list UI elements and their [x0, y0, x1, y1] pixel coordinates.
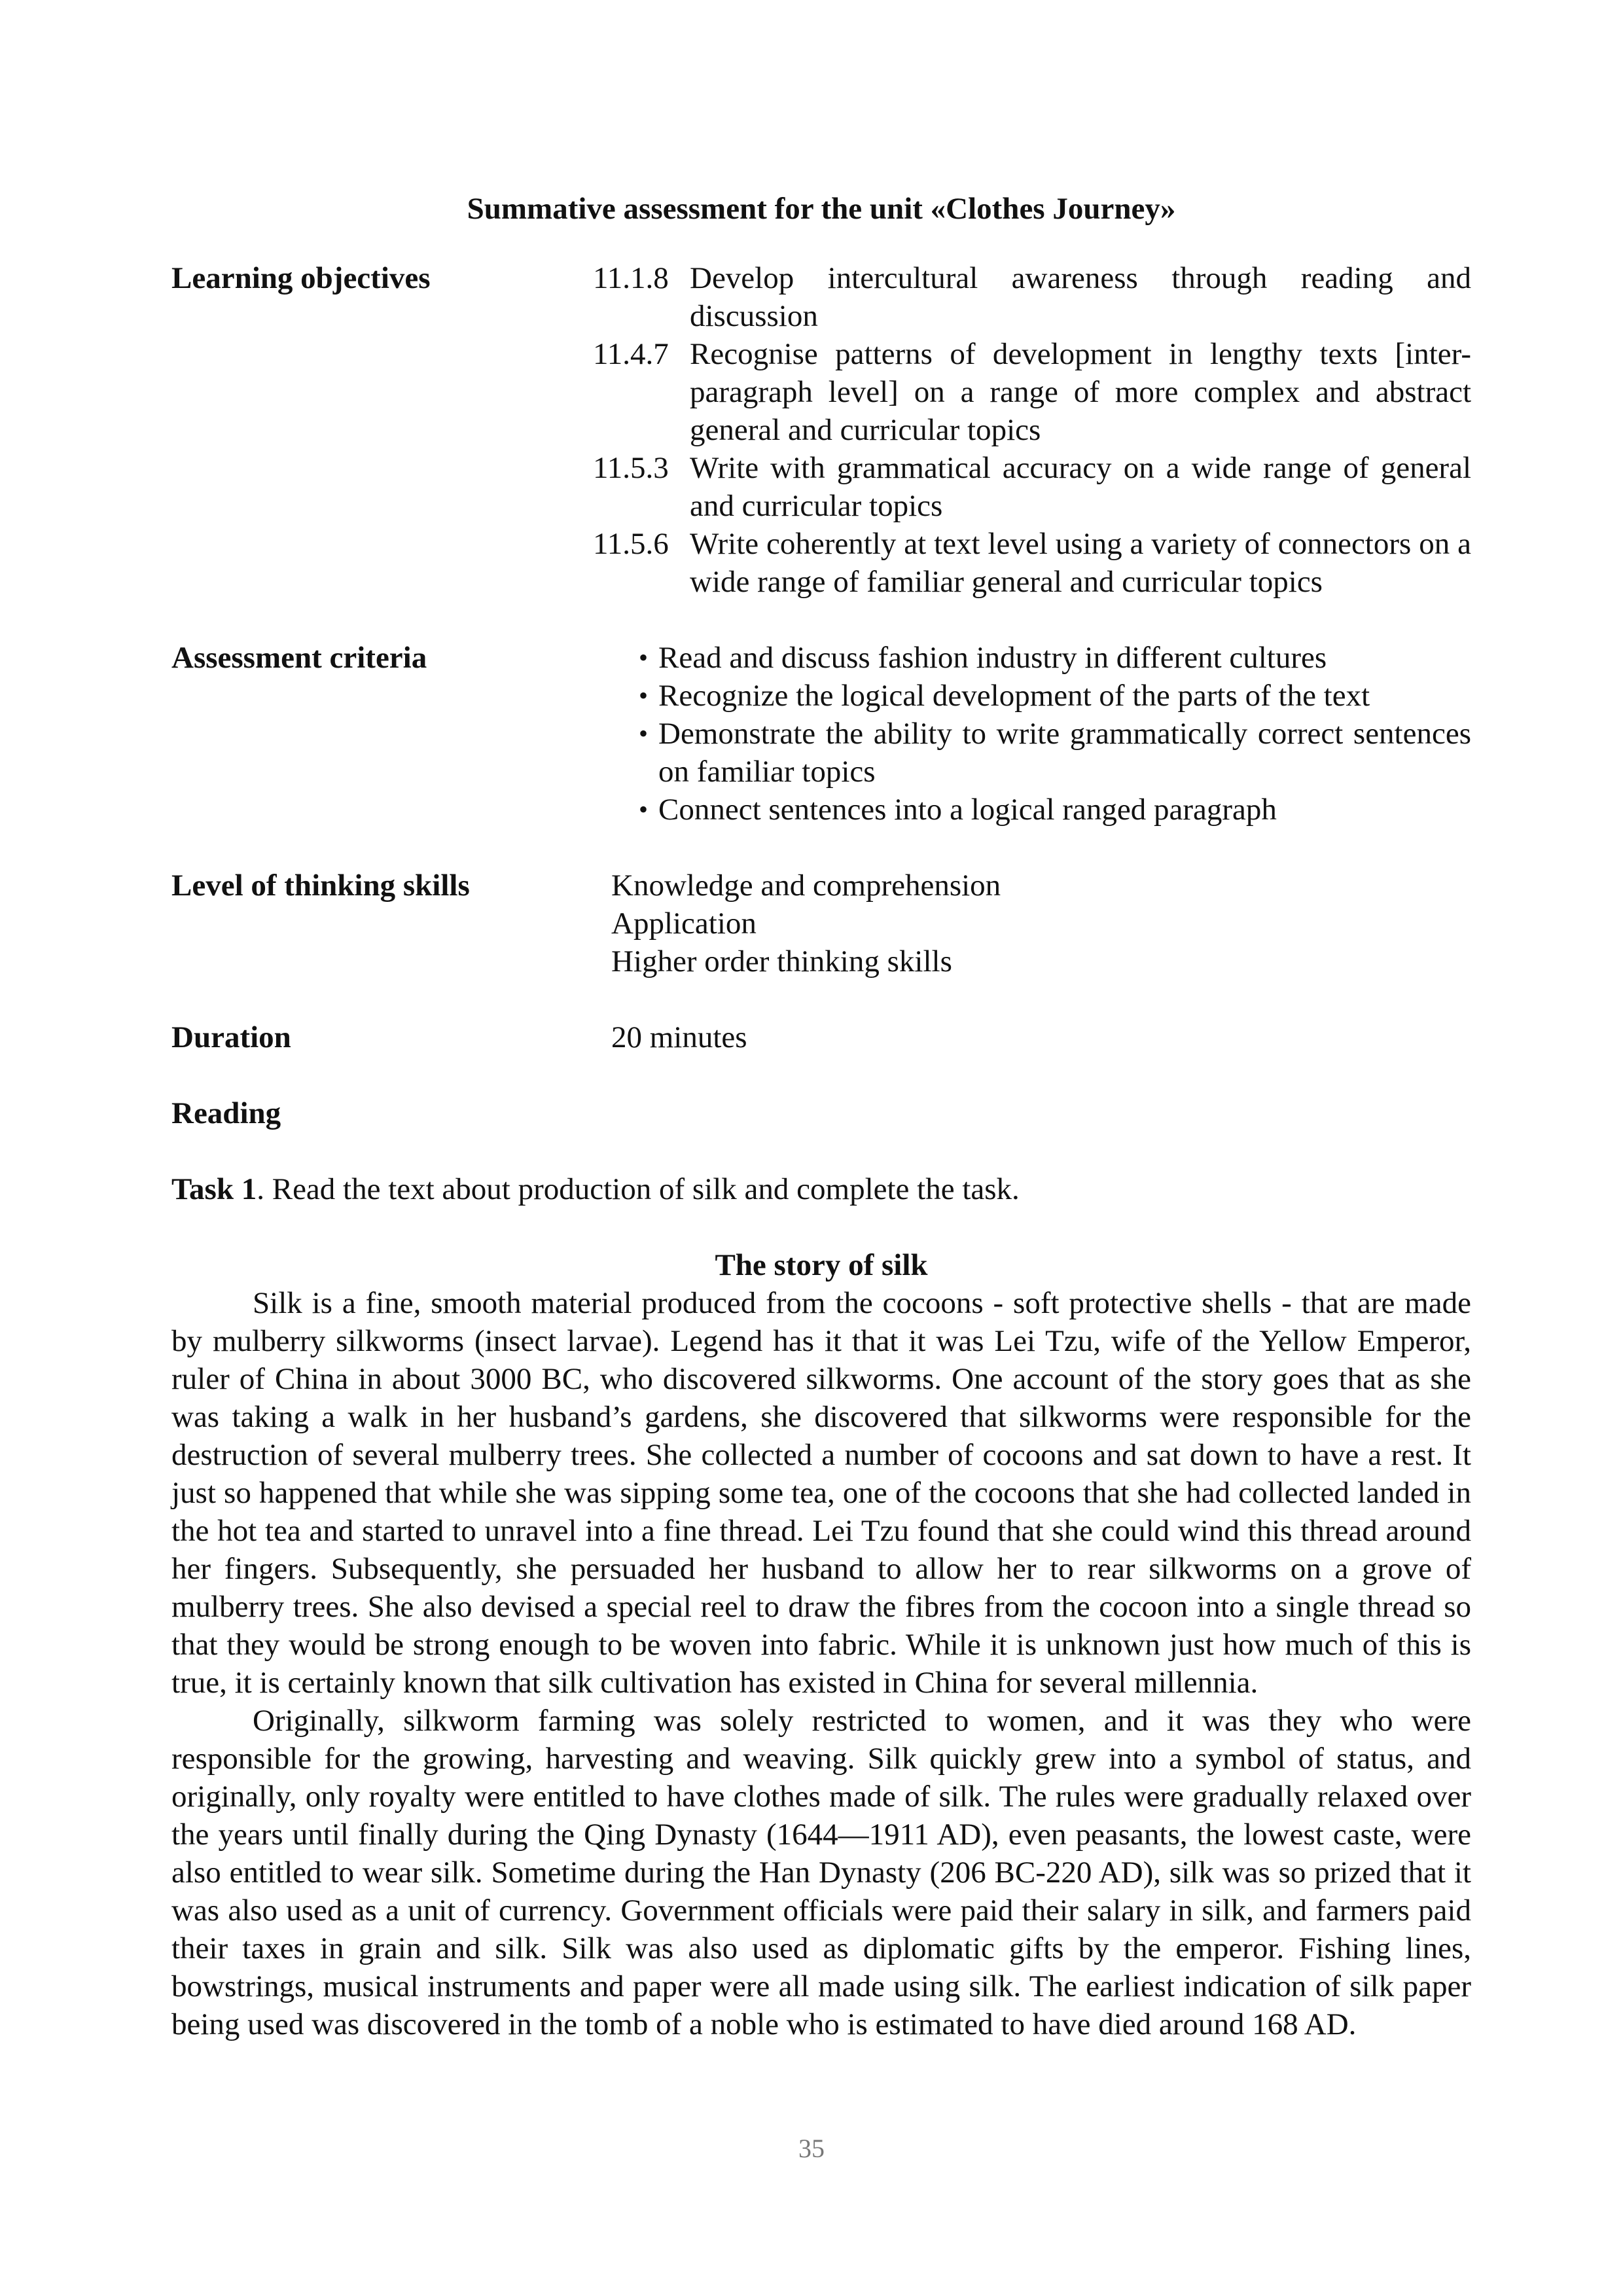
- criteria-item: [636, 791, 1471, 829]
- objective-item: [593, 525, 1471, 601]
- task-label: Task 1: [171, 1172, 257, 1206]
- objective-text: Write coherently at text level using a variety of connectors on a wide range of familiar general and curricular topics: [690, 527, 1471, 599]
- objective-code: 11.4.7: [593, 337, 669, 371]
- thinking-skill-item: Higher order thinking skills: [611, 944, 952, 978]
- thinking-skill-item: Knowledge and comprehension: [611, 869, 1001, 903]
- duration-value: 20 minutes: [611, 1020, 747, 1054]
- page-number: 35: [798, 2134, 825, 2163]
- thinking-skills-label: Level of thinking skills: [171, 869, 470, 903]
- criteria-text: Read and discuss fashion industry in different cultures: [658, 641, 1327, 675]
- objective-item: [593, 449, 1471, 525]
- assessment-criteria-label: Assessment criteria: [171, 641, 427, 675]
- learning-objectives-list: [593, 259, 1471, 601]
- document-page: [171, 190, 1471, 2043]
- objective-text: Recognise patterns of development in lengthy texts [inter-paragraph level] on a range of more complex and abstract general and curricular topics: [690, 337, 1471, 447]
- task-text: . Read the text about production of silk and complete the task.: [257, 1172, 1020, 1206]
- thinking-skills-list: [611, 867, 1471, 980]
- criteria-item: [636, 677, 1471, 715]
- objective-item: [593, 259, 1471, 335]
- story-title: The story of silk: [715, 1248, 928, 1282]
- reading-heading: Reading: [171, 1096, 281, 1130]
- criteria-item: [636, 639, 1471, 677]
- duration-section: [171, 1018, 1471, 1056]
- objective-code: 11.5.6: [593, 527, 669, 561]
- criteria-text: Demonstrate the ability to write grammatically correct sentences on familiar topics: [658, 717, 1471, 789]
- story-paragraph: Silk is a fine, smooth material produced from the cocoons - soft protective shells - that are made by mulberry silkworms (insect larvae). Legend has it that it was Lei Tzu, wife of the Yellow Emperor, ruler of China in about 3000 BC, who discovered silkworms. One account of the story goes that as she was taking a walk in her husband’s gardens, she discovered that silkworms were responsible for the destruction of several mulberry trees. She collected a number of cocoons and sat down to have a rest. It just so happened that while she was sipping some tea, one of the cocoons that she had collected landed in the hot tea and started to unravel into a fine thread. Lei Tzu found that she could wind this thread around her fingers. Subsequently, she persuaded her husband to allow her to rear silkworms on a grove of mulberry trees. She also devised a special reel to draw the fibres from the cocoon into a single thread so that they would be strong enough to be woven into fabric. While it is unknown just how much of this is true, it is certainly known that silk cultivation has existed in China for several millennia.: [171, 1286, 1471, 1700]
- assessment-criteria-section: [171, 639, 1471, 829]
- criteria-item: [636, 715, 1471, 791]
- objective-text: Develop intercultural awareness through reading and discussion: [690, 261, 1471, 333]
- bullet-icon: •: [639, 719, 649, 748]
- objective-code: 11.5.3: [593, 451, 669, 485]
- criteria-text: Recognize the logical development of the parts of the text: [658, 679, 1370, 713]
- bullet-icon: •: [639, 681, 649, 710]
- thinking-skills-section: [171, 867, 1471, 980]
- task-instruction: [171, 1170, 1471, 1208]
- objective-text: Write with grammatical accuracy on a wide range of general and curricular topics: [690, 451, 1471, 523]
- learning-objectives-label: Learning objectives: [171, 261, 431, 295]
- objective-code: 11.1.8: [593, 261, 669, 295]
- page-title: Summative assessment for the unit «Clothes Journey»: [467, 192, 1176, 226]
- duration-label: Duration: [171, 1020, 291, 1054]
- story-paragraph: Originally, silkworm farming was solely restricted to women, and it was they who were responsible for the growing, harvesting and weaving. Silk quickly grew into a symbol of status, and originally, only royalty were entitled to have clothes made of silk. The rules were gradually relaxed over the years until finally during the Qing Dynasty (1644—1911 AD), even peasants, the lowest caste, were also entitled to wear silk. Sometime during the Han Dynasty (206 BC-220 AD), silk was so prized that it was also used as a unit of currency. Government officials were paid their salary in silk, and farmers paid their taxes in grain and silk. Silk was also used as diplomatic gifts by the emperor. Fishing lines, bowstrings, musical instruments and paper were all made using silk. The earliest indication of silk paper being used was discovered in the tomb of a noble who is estimated to have died around 168 AD.: [171, 1704, 1471, 2041]
- criteria-text: Connect sentences into a logical ranged paragraph: [658, 793, 1277, 827]
- assessment-criteria-list: [636, 639, 1471, 829]
- thinking-skill-item: Application: [611, 906, 757, 941]
- objective-item: [593, 335, 1471, 449]
- bullet-icon: •: [639, 795, 649, 824]
- learning-objectives-section: [171, 259, 1471, 601]
- bullet-icon: •: [639, 643, 649, 672]
